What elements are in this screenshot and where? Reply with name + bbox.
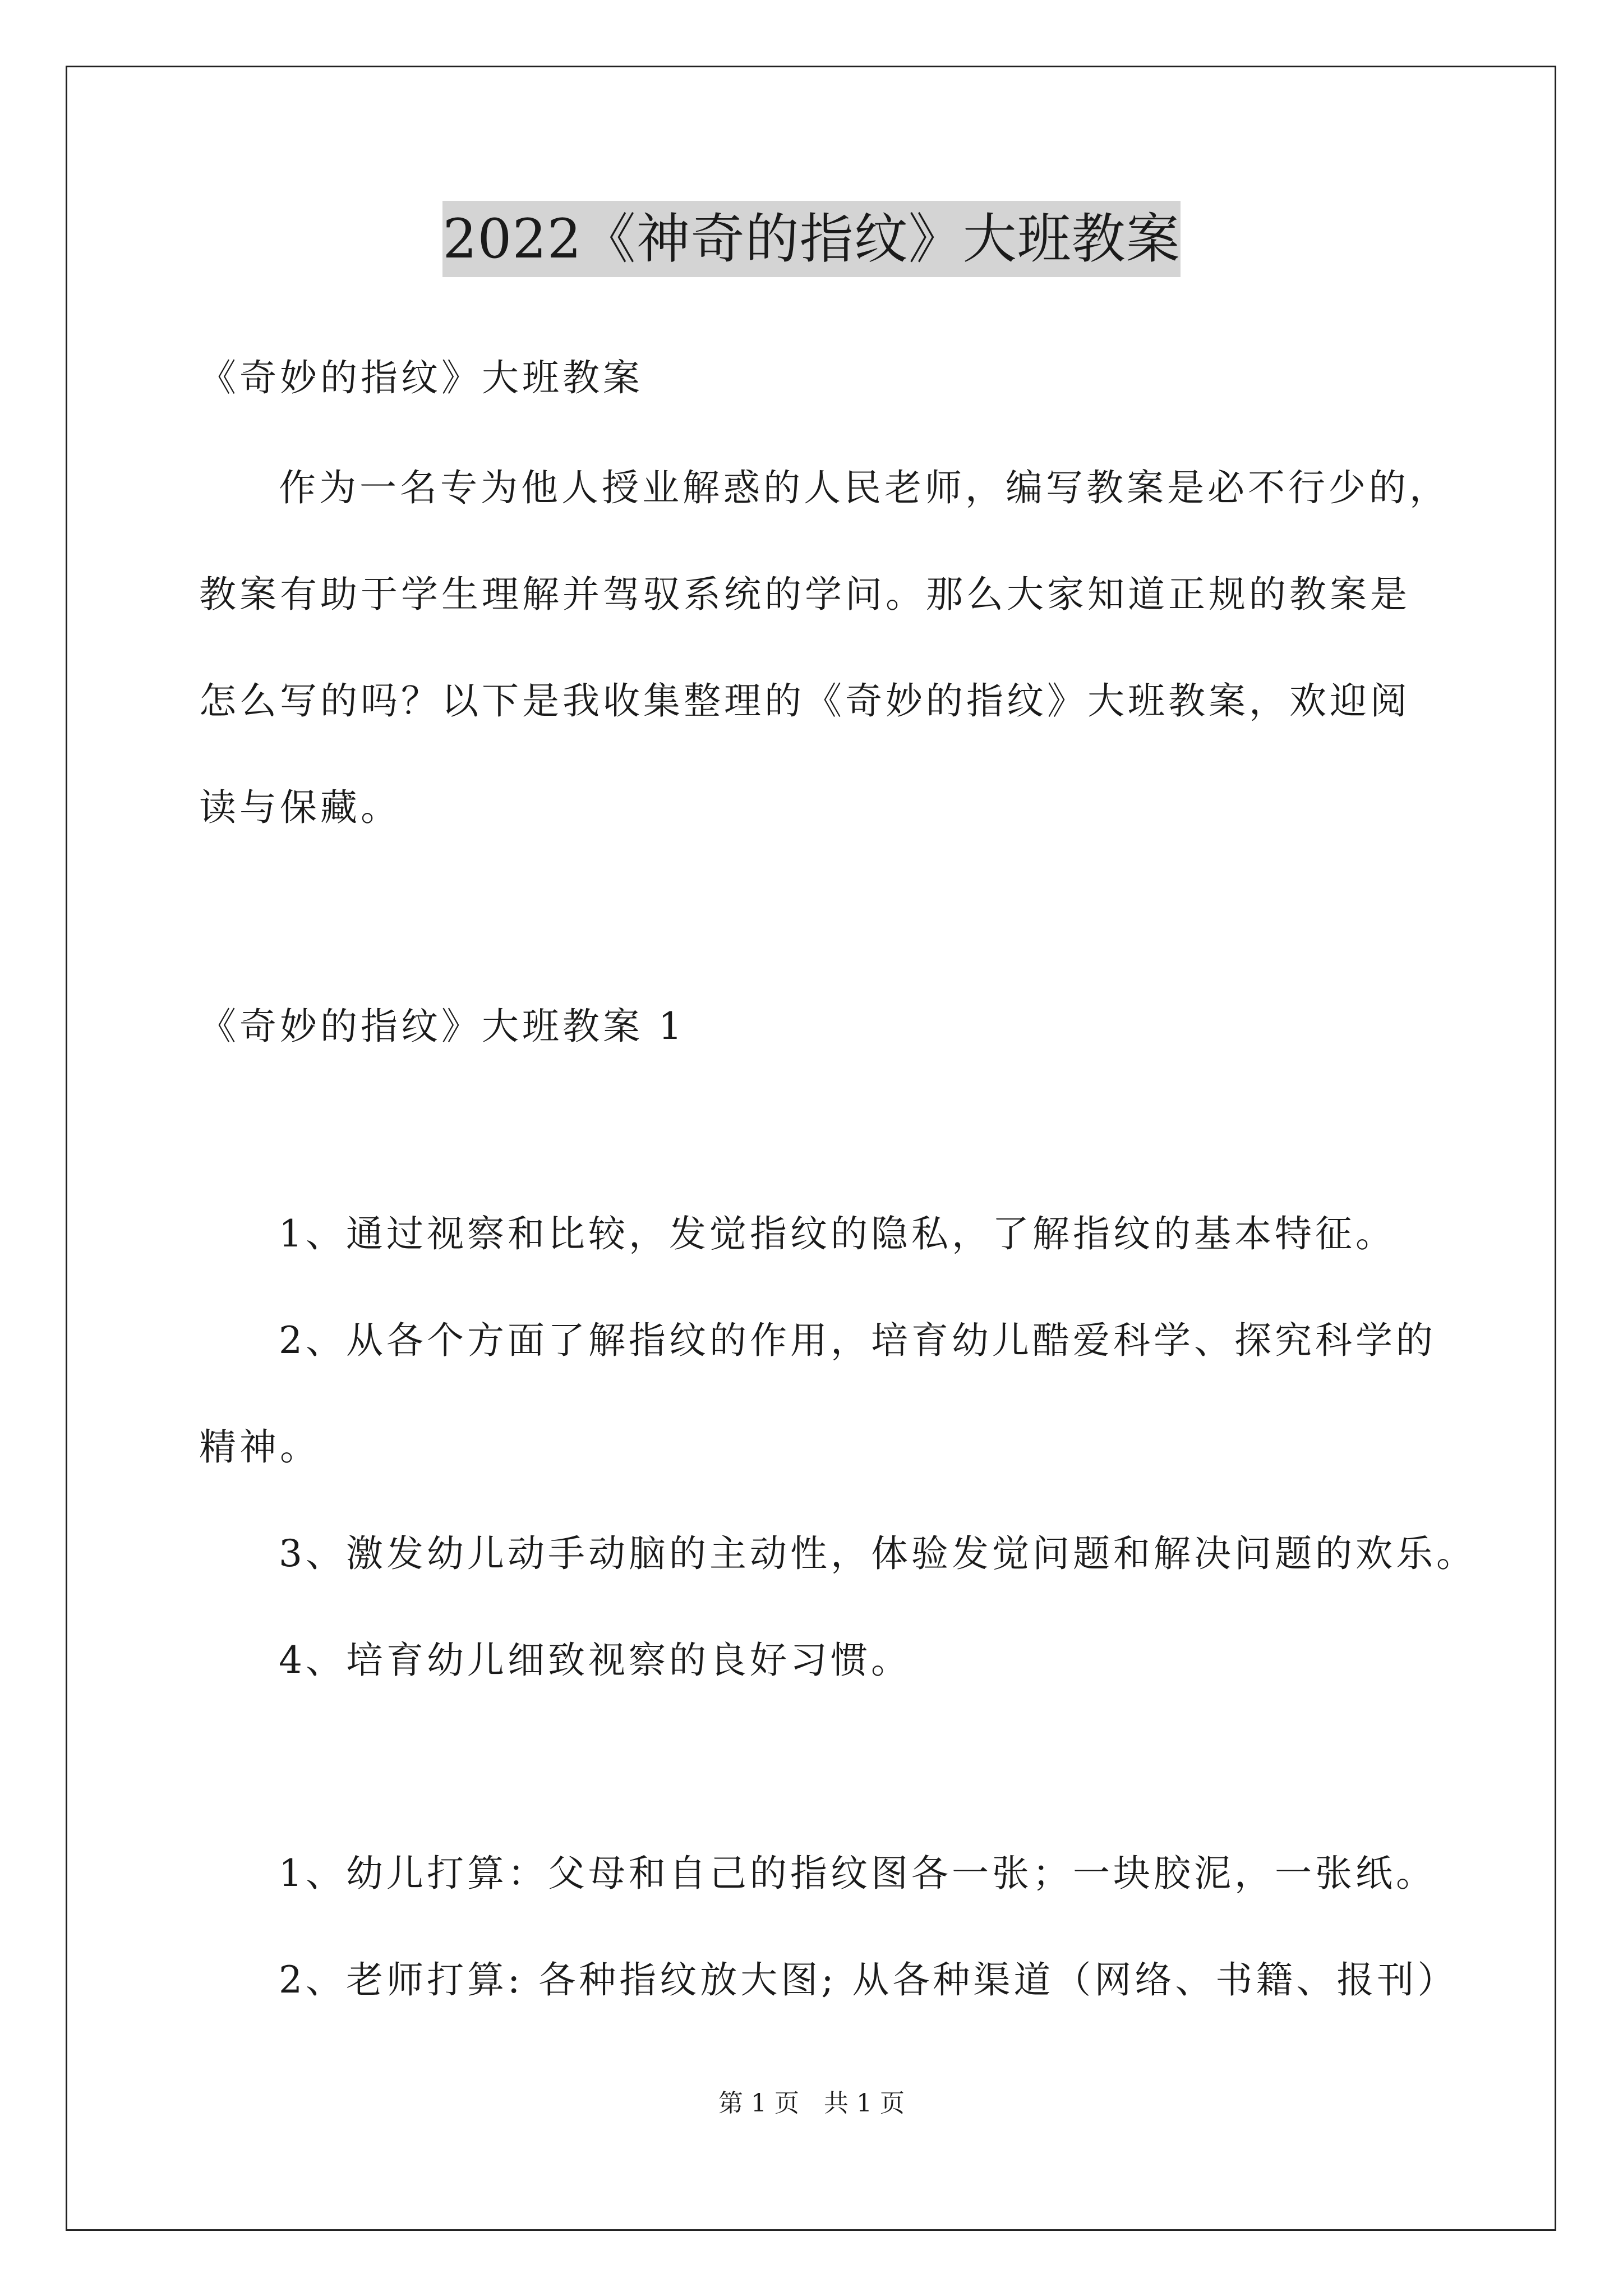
- subtitle: 《奇妙的指纹》大班教案: [199, 356, 643, 399]
- goal-2: 2、从各个方面了解指纹的作用，培育幼儿酷爱科学、探究科学的: [279, 1319, 1436, 1362]
- goal-1: 1、通过视察和比较，发觉指纹的隐私，了解指纹的基本特征。: [279, 1212, 1396, 1255]
- intro-line-1: 作为一名专为他人授业解惑的人民老师，编写教案是必不行少的，: [279, 466, 1450, 509]
- intro-line-2: 教案有助于学生理解并驾驭系统的学问。那么大家知道正规的教案是: [199, 573, 1410, 616]
- intro-line-4: 读与保藏。: [199, 786, 401, 829]
- section-heading: 《奇妙的指纹》大班教案 1: [199, 1005, 685, 1048]
- goal-2-cont: 精神。: [199, 1425, 320, 1469]
- goal-4: 4、培育幼儿细致视察的良好习惯。: [279, 1639, 911, 1682]
- document-title: 2022《神奇的指纹》大班教案: [442, 201, 1180, 277]
- prep-1: 1、幼儿打算：父母和自己的指纹图各一张；一块胶泥，一张纸。: [279, 1852, 1436, 1895]
- title-container: [0, 201, 1623, 277]
- prep-2: 2、老师打算: 各种指纹放大图; 从各种渠道（网络、书籍、报刊）: [279, 1958, 1458, 2001]
- goal-3: 3、激发幼儿动手动脑的主动性，体验发觉问题和解决问题的欢乐。: [279, 1532, 1477, 1575]
- page-footer: 第 1 页 共 1 页: [718, 2089, 905, 2118]
- intro-line-3: 怎么写的吗？以下是我收集整理的《奇妙的指纹》大班教案，欢迎阅: [199, 679, 1410, 723]
